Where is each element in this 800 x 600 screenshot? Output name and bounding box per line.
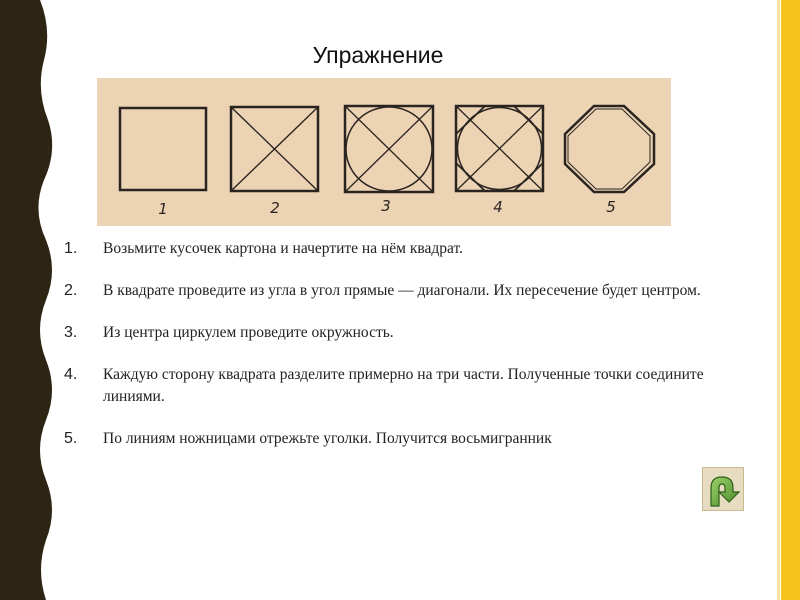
u-turn-arrow-icon (703, 468, 745, 512)
figure-square (120, 108, 206, 190)
figure-label-5: 5 (606, 198, 616, 216)
figure-octagon (565, 106, 654, 192)
slide-title: Упражнение (312, 42, 444, 68)
step-number: 3. (64, 324, 78, 341)
figure-square-diagonals (231, 107, 318, 191)
octagon-steps-figure (97, 78, 671, 226)
instruction-step (60, 280, 710, 302)
step-text: По линиям ножницами отрежьте уголки. Получится восьмигранник (103, 430, 552, 447)
step-number: 5. (64, 430, 78, 447)
step-text: Возьмите кусочек картона и начертите на нём квадрат. (103, 240, 463, 257)
right-accent-bar (781, 0, 800, 600)
instruction-step (60, 428, 710, 450)
figure-label-4: 4 (493, 198, 503, 216)
back-button[interactable] (702, 467, 744, 511)
figure-label-3: 3 (381, 197, 391, 215)
instruction-step (60, 364, 710, 408)
step-text: Из центра циркулем проведите окружность. (103, 324, 394, 341)
step-number: 2. (64, 282, 78, 299)
step-number: 4. (64, 366, 78, 383)
figure-square-circle (345, 106, 433, 192)
right-accent-line (777, 0, 780, 600)
step-text: Каждую сторону квадрата разделите примерно на три части. Полученные точки соедините линиями. (103, 366, 704, 405)
instruction-step (60, 322, 710, 344)
step-text: В квадрате проведите из угла в угол прямые — диагонали. Их пересечение будет центром. (103, 282, 701, 299)
instruction-step (60, 238, 710, 260)
figure-label-2: 2 (270, 199, 280, 217)
instruction-list (60, 238, 710, 470)
figure-label-1: 1 (158, 200, 168, 218)
step-number: 1. (64, 240, 78, 257)
figure-square-circle-cuts (456, 106, 543, 191)
